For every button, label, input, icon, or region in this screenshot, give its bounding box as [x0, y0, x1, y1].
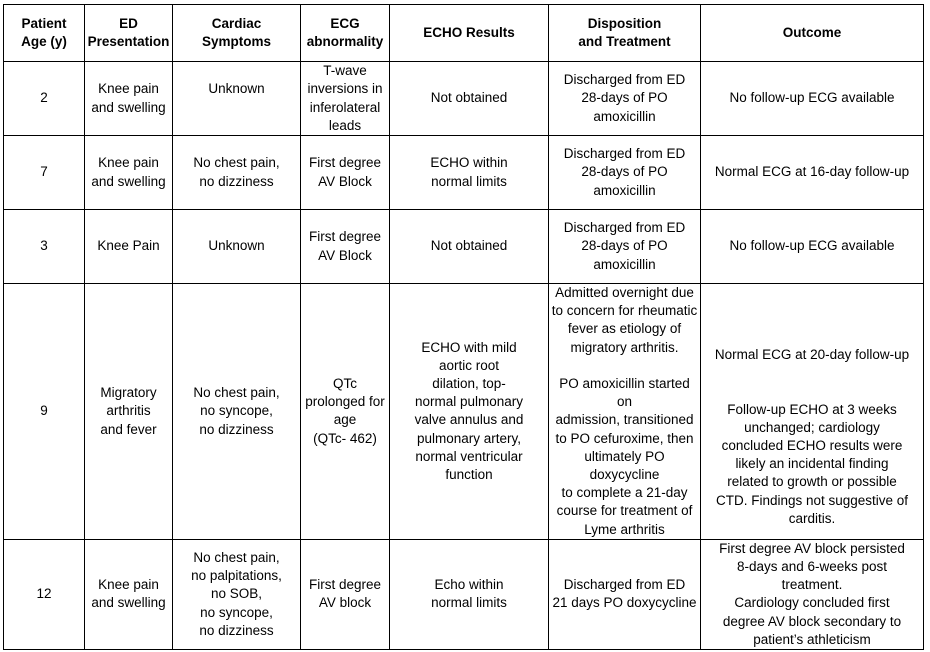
clinical-cases-table — [3, 4, 924, 650]
header-disposition-treatment: Disposition and Treatment — [549, 5, 701, 62]
cell-presentation: Knee pain and swelling — [85, 136, 173, 210]
cell-symptoms: No chest pain, no syncope, no dizziness — [173, 284, 301, 540]
cell-echo: ECHO within normal limits — [390, 136, 549, 210]
header-patient-age: Patient Age (y) — [4, 5, 85, 62]
cell-echo: Not obtained — [390, 210, 549, 284]
cell-presentation: Knee pain and swelling — [85, 62, 173, 136]
cell-age: 9 — [4, 284, 85, 540]
cell-symptoms: No chest pain, no dizziness — [173, 136, 301, 210]
cell-symptoms: Unknown — [173, 210, 301, 284]
header-echo-results: ECHO Results — [390, 5, 549, 62]
table-row — [4, 62, 924, 136]
table-row — [4, 284, 924, 540]
header-ecg-abnormality: ECG abnormality — [301, 5, 390, 62]
cell-outcome: No follow-up ECG available — [701, 210, 924, 284]
cell-echo: ECHO with mild aortic root dilation, top- normal pulmonary valve annulus and pulmonary artery, normal ventricular function — [390, 284, 549, 540]
cell-outcome: No follow-up ECG available — [701, 62, 924, 136]
cell-ecg: T-wave inversions in inferolateral leads — [301, 62, 390, 136]
header-ed-presentation: ED Presentation — [85, 5, 173, 62]
outcome-followup-ecg: Normal ECG at 20-day follow-up — [714, 347, 910, 363]
outcome-spacer — [703, 364, 921, 382]
cell-ecg: First degree AV block — [301, 539, 390, 649]
cell-symptoms: No chest pain, no palpitations, no SOB, no syncope, no dizziness — [173, 539, 301, 649]
cell-presentation: Migratory arthritis and fever — [85, 284, 173, 540]
header-cardiac-symptoms: Cardiac Symptoms — [173, 5, 301, 62]
table-row — [4, 539, 924, 649]
cell-echo: Not obtained — [390, 62, 549, 136]
cell-ecg: QTc prolonged for age (QTc- 462) — [301, 284, 390, 540]
outcome-followup-echo: Follow-up ECHO at 3 weeks unchanged; cardiology concluded ECHO results were likely an incidental finding related to growth or possible CTD. Findings not suggestive of carditis. — [715, 401, 909, 526]
cell-outcome — [701, 284, 924, 540]
cell-ecg: First degree AV Block — [301, 136, 390, 210]
cell-age: 3 — [4, 210, 85, 284]
cell-outcome: First degree AV block persisted 8-days and 6-weeks post treatment. Cardiology concluded first degree AV block secondary to patient’s athleticism — [701, 539, 924, 649]
cell-presentation: Knee pain and swelling — [85, 539, 173, 649]
header-outcome: Outcome — [701, 5, 924, 62]
cell-age: 12 — [4, 539, 85, 649]
cell-disposition: Discharged from ED 28-days of PO amoxicillin — [549, 62, 701, 136]
cell-symptoms: Unknown — [173, 62, 301, 136]
cell-disposition: Admitted overnight due to concern for rheumatic fever as etiology of migratory arthritis. PO amoxicillin started on admission, transitioned to PO cefuroxime, then ultimately PO doxycycline to complete a 21-day course for treatment of Lyme arthritis — [549, 284, 701, 540]
cell-age: 2 — [4, 62, 85, 136]
table-row — [4, 210, 924, 284]
cell-outcome: Normal ECG at 16-day follow-up — [701, 136, 924, 210]
cell-ecg: First degree AV Block — [301, 210, 390, 284]
cell-echo: Echo within normal limits — [390, 539, 549, 649]
table-row — [4, 136, 924, 210]
cell-disposition: Discharged from ED 21 days PO doxycycline — [549, 539, 701, 649]
cell-age: 7 — [4, 136, 85, 210]
cell-disposition: Discharged from ED 28-days of PO amoxicillin — [549, 136, 701, 210]
header-row — [4, 5, 924, 62]
cell-disposition: Discharged from ED 28-days of PO amoxicillin — [549, 210, 701, 284]
cell-presentation: Knee Pain — [85, 210, 173, 284]
